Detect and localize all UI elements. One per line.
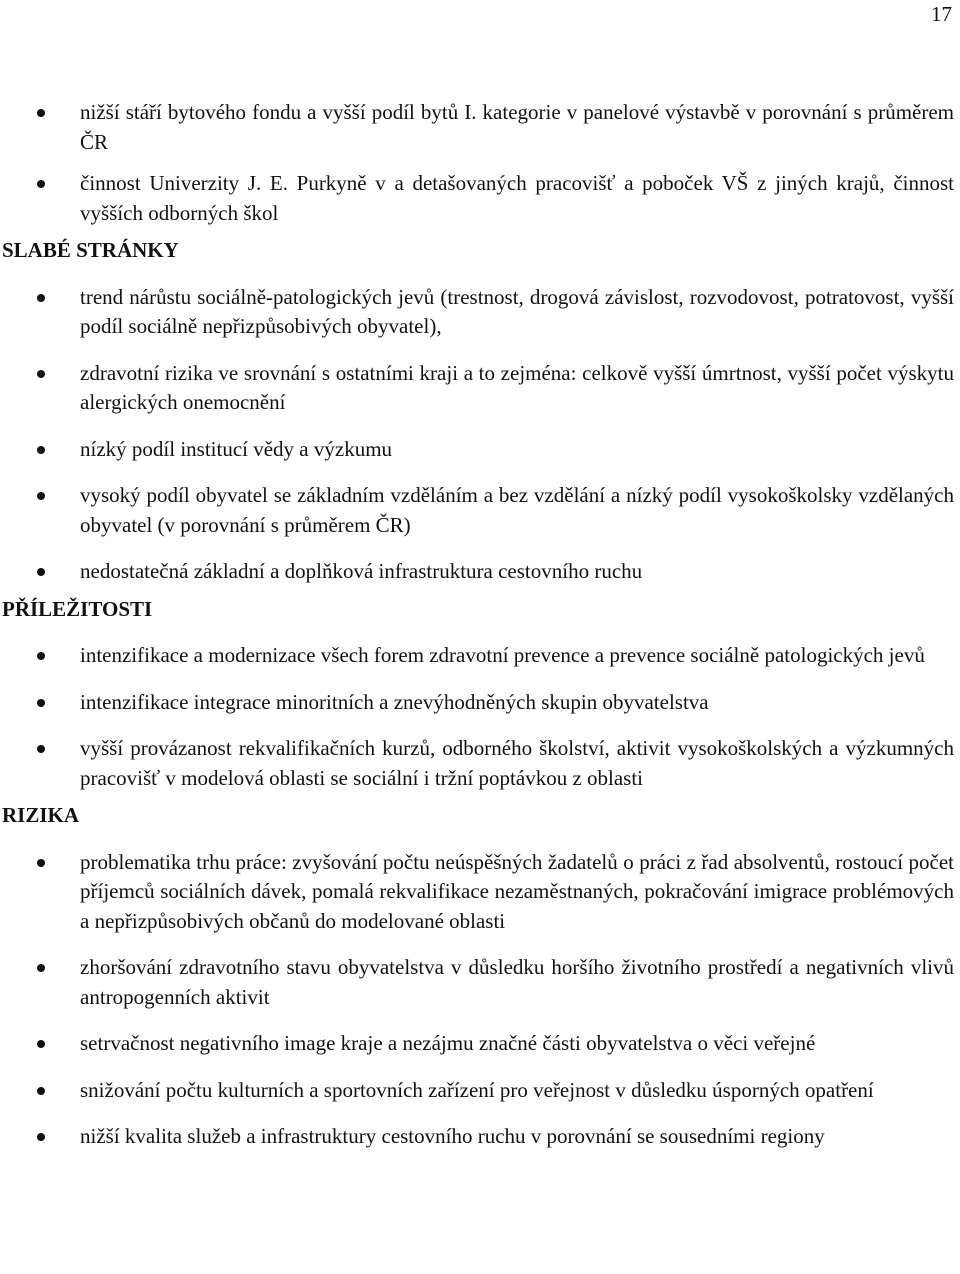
list-item: vyšší provázanost rekvalifikačních kurzů, odborného školství, aktivit vysokoškolských a výzkumných pracovišť v modelová oblasti se sociální i tržní poptávkou z oblasti (0, 734, 954, 793)
section-heading-weaknesses: SLABÉ STRÁNKY (2, 238, 179, 262)
list-item: zdravotní rizika ve srovnání s ostatními kraji a to zejména: celkově vyšší úmrtnost, vyšší počet výskytu alergických onemocnění (0, 359, 954, 418)
list-item: zhoršování zdravotního stavu obyvatelstva v důsledku horšího životního prostředí a negativních vlivů antropogenních aktivit (0, 953, 954, 1012)
list-item: intenzifikace a modernizace všech forem zdravotní prevence a prevence sociálně patologických jevů (0, 641, 954, 671)
page-number: 17 (931, 2, 952, 26)
document-body (0, 98, 954, 1152)
list-item: intenzifikace integrace minoritních a znevýhodněných skupin obyvatelstva (0, 688, 954, 718)
list-item: snižování počtu kulturních a sportovních zařízení pro veřejnost v důsledku úsporných opatření (0, 1076, 954, 1106)
section-heading-threats: RIZIKA (2, 803, 80, 827)
list-item: trend nárůstu sociálně-patologických jevů (trestnost, drogová závislost, rozvodovost, potratovost, vyšší podíl sociálně nepřizpůsobivých obyvatel), (0, 283, 954, 342)
list-item: setrvačnost negativního image kraje a nezájmu značné části obyvatelstva o věci veřejné (0, 1029, 954, 1059)
list-item: nižší kvalita služeb a infrastruktury cestovního ruchu v porovnání se sousedními regiony (0, 1122, 954, 1152)
list-item: problematika trhu práce: zvyšování počtu neúspěšných žadatelů o práci z řad absolventů, rostoucí počet příjemců sociálních dávek, pomalá rekvalifikace nezaměstnaných, pokračování imigrace problémových a nepřizpůsobivých občanů do modelované oblasti (0, 848, 954, 937)
list-item: nižší stáří bytového fondu a vyšší podíl bytů I. kategorie v panelové výstavbě v porovnání s průměrem ČR (0, 98, 954, 157)
list-item: nízký podíl institucí vědy a výzkumu (0, 435, 954, 465)
section-heading-opportunities: PŘÍLEŽITOSTI (2, 596, 153, 621)
list-item: vysoký podíl obyvatel se základním vzděláním a bez vzdělání a nízký podíl vysokoškolsky vzdělaných obyvatel (v porovnání s průměrem ČR) (0, 481, 954, 540)
list-item: nedostatečná základní a doplňková infrastruktura cestovního ruchu (0, 557, 954, 587)
list-item: činnost Univerzity J. E. Purkyně v a detašovaných pracovišť a poboček VŠ z jiných krajů, činnost vyšších odborných škol (0, 169, 954, 228)
